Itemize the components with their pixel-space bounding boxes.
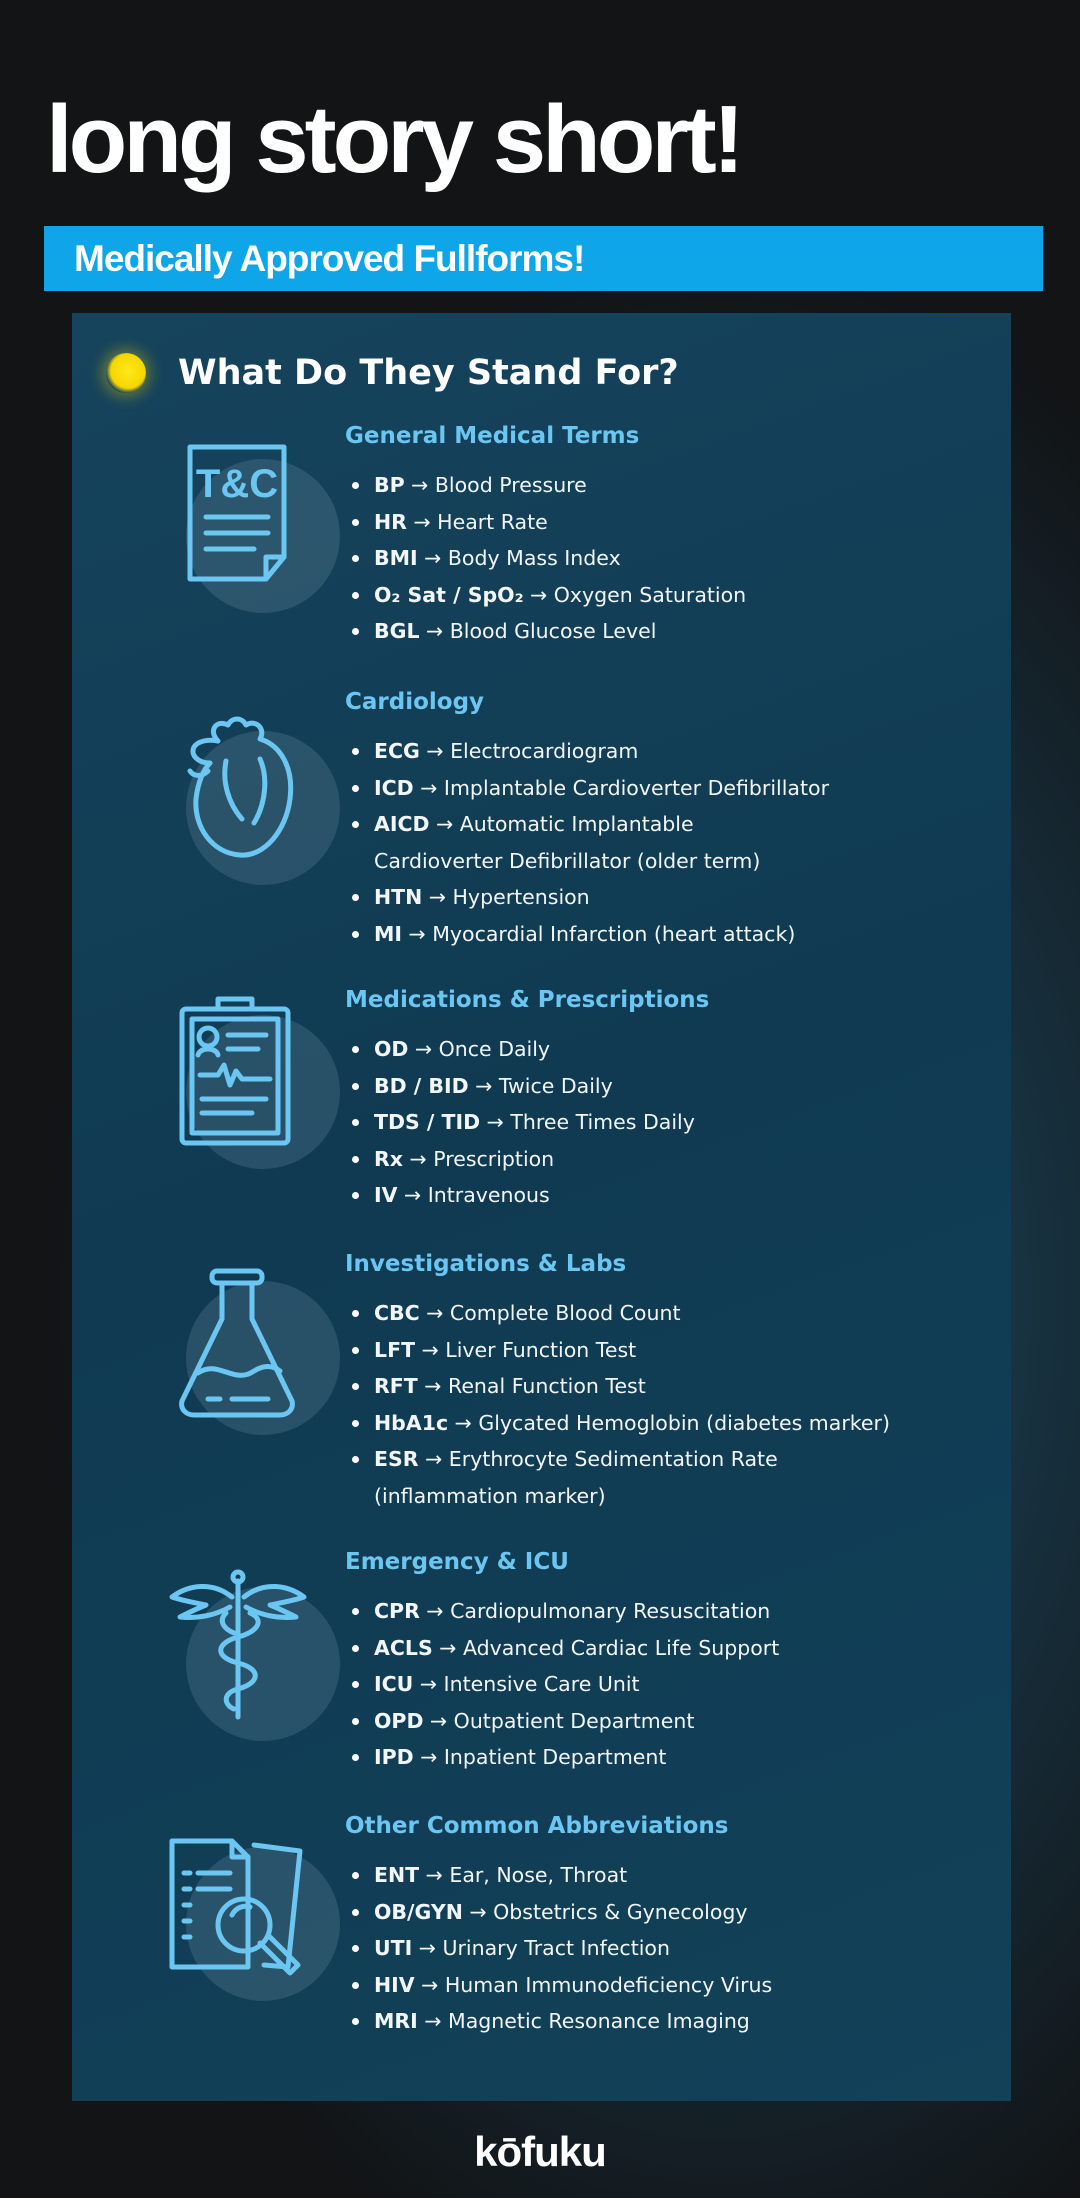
fullform: → Once Daily [408, 1037, 551, 1061]
list-item [350, 1593, 990, 1630]
abbreviation: BD / BID [374, 1073, 469, 1098]
abbreviation-list [350, 733, 990, 952]
list-item [350, 733, 990, 770]
section-title: General Medical Terms [345, 423, 640, 449]
list-item [350, 1967, 990, 2004]
heart-icon [168, 711, 328, 871]
fullform: → Implantable Cardioverter Defibrillator [413, 775, 829, 800]
fullform: → Blood Glucose Level [419, 619, 657, 643]
list-item [350, 916, 990, 953]
list-item [350, 806, 814, 879]
fullform: → Intensive Care Unit [413, 1672, 640, 1696]
abbreviation: ICU [374, 1672, 414, 1696]
fullform: → Human Immunodeficiency Virus [414, 1972, 773, 1997]
abbreviation: CBC [374, 1301, 420, 1325]
fullform: → Inpatient Department [413, 1745, 667, 1769]
abbreviation: MI [374, 921, 403, 946]
list-item [350, 1141, 990, 1178]
abbreviation: OB/GYN [374, 1899, 463, 1924]
list-item [350, 1295, 990, 1332]
fullform: → Urinary Tract Infection [412, 1936, 670, 1960]
abbreviation: ICD [374, 775, 414, 800]
section-title: Other Common Abbreviations [345, 1813, 729, 1839]
abbreviation: HTN [374, 885, 423, 909]
abbreviations-card [72, 313, 1011, 2101]
terms-document-icon [168, 439, 328, 599]
section-title: Investigations & Labs [345, 1251, 627, 1277]
list-item [350, 1930, 990, 1967]
abbreviation: IV [374, 1183, 398, 1207]
list-item [350, 1031, 990, 1068]
fullform: → Twice Daily [468, 1073, 613, 1098]
section-icon-wrap [168, 1827, 328, 1987]
list-item [350, 1441, 814, 1514]
subtitle-banner [44, 226, 1043, 291]
abbreviation: BP [374, 473, 405, 497]
abbreviation: CPR [374, 1599, 420, 1623]
abbreviation: BMI [374, 546, 418, 570]
section-icon-wrap [168, 1261, 328, 1421]
section-icon-wrap [168, 995, 328, 1155]
fullform: → Myocardial Infarction (heart attack) [402, 921, 796, 946]
list-item [350, 1104, 990, 1141]
abbreviation-list [350, 1857, 990, 2040]
abbreviation: ACLS [374, 1635, 433, 1660]
list-item [350, 467, 990, 504]
fullform: → Advanced Cardiac Life Support [432, 1635, 780, 1660]
sun-icon [106, 353, 146, 393]
list-item [350, 1405, 990, 1442]
flask-icon [168, 1261, 328, 1421]
list-item [350, 2003, 990, 2040]
fullform: → Automatic Implantable Cardioverter Defibrillator (older term) [374, 812, 761, 873]
section-icon-wrap [168, 711, 328, 871]
list-item [350, 1857, 990, 1894]
document-search-icon [168, 1827, 338, 1997]
abbreviation: HIV [374, 1972, 415, 1997]
fullform: → Obstetrics & Gynecology [462, 1899, 748, 1924]
section-title: Emergency & ICU [345, 1549, 569, 1575]
fullform: → Magnetic Resonance Imaging [417, 2009, 750, 2033]
fullform: → Glycated Hemoglobin (diabetes marker) [448, 1410, 890, 1435]
abbreviation-list [350, 467, 990, 650]
section-icon-wrap [168, 439, 328, 599]
abbreviation: IPD [374, 1745, 414, 1769]
section-title: Medications & Prescriptions [345, 987, 710, 1013]
abbreviation: MRI [374, 2009, 418, 2033]
abbreviation: UTI [374, 1936, 413, 1960]
fullform: → Blood Pressure [404, 473, 587, 497]
list-item [350, 577, 990, 614]
abbreviation: LFT [374, 1337, 416, 1362]
page-title: long story short! [46, 86, 741, 193]
fullform: → Heart Rate [406, 509, 548, 534]
list-item [350, 1630, 990, 1667]
section-title: Cardiology [345, 689, 485, 715]
list-item [350, 1177, 990, 1214]
fullform: → Erythrocyte Sedimentation Rate (inflammation marker) [374, 1447, 778, 1508]
abbreviation: TDS / TID [374, 1110, 481, 1134]
card-heading: What Do They Stand For? [178, 353, 679, 393]
abbreviation: ENT [374, 1863, 420, 1887]
fullform: → Ear, Nose, Throat [419, 1863, 628, 1887]
list-item [350, 613, 990, 650]
abbreviation-list [350, 1295, 990, 1514]
list-item [350, 1666, 990, 1703]
caduceus-icon [168, 1567, 328, 1737]
abbreviation-list [350, 1031, 990, 1214]
fullform: → Complete Blood Count [419, 1301, 681, 1325]
fullform: → Oxygen Saturation [523, 582, 747, 607]
abbreviation: ESR [374, 1447, 419, 1471]
abbreviation: HR [374, 509, 407, 534]
abbreviation: ECG [374, 739, 420, 763]
abbreviation: Rx [374, 1146, 404, 1171]
list-item [350, 504, 990, 541]
list-item [350, 879, 990, 916]
abbreviation: BGL [374, 619, 420, 643]
abbreviation: HbA1c [374, 1410, 449, 1435]
abbreviation: O₂ Sat / SpO₂ [374, 582, 524, 607]
abbreviation-list [350, 1593, 990, 1776]
list-item [350, 1368, 990, 1405]
fullform: → Electrocardiogram [419, 739, 639, 763]
fullform: → Hypertension [422, 885, 590, 909]
subtitle-text: Medically Approved Fullforms! [74, 237, 585, 279]
list-item [350, 1332, 990, 1369]
card-header [106, 353, 679, 393]
section-icon-wrap [168, 1567, 328, 1727]
clipboard-icon [168, 995, 328, 1155]
abbreviation: OD [374, 1037, 409, 1061]
fullform: → Intravenous [397, 1183, 550, 1207]
list-item [350, 1068, 990, 1105]
list-item [350, 1894, 990, 1931]
brand-logo: kōfuku [474, 2128, 606, 2175]
list-item [350, 540, 990, 577]
svg-text:T&C: T&C [195, 462, 279, 506]
fullform: → Prescription [403, 1146, 555, 1171]
fullform: → Cardiopulmonary Resuscitation [419, 1599, 771, 1623]
list-item [350, 770, 990, 807]
fullform: → Body Mass Index [417, 546, 621, 570]
fullform: → Three Times Daily [480, 1110, 695, 1134]
list-item [350, 1703, 990, 1740]
abbreviation: AICD [374, 812, 430, 836]
fullform: → Liver Function Test [415, 1337, 637, 1362]
abbreviation: RFT [374, 1374, 418, 1398]
list-item [350, 1739, 990, 1776]
fullform: → Renal Function Test [417, 1374, 646, 1398]
abbreviation: OPD [374, 1708, 424, 1733]
fullform: → Outpatient Department [423, 1708, 695, 1733]
